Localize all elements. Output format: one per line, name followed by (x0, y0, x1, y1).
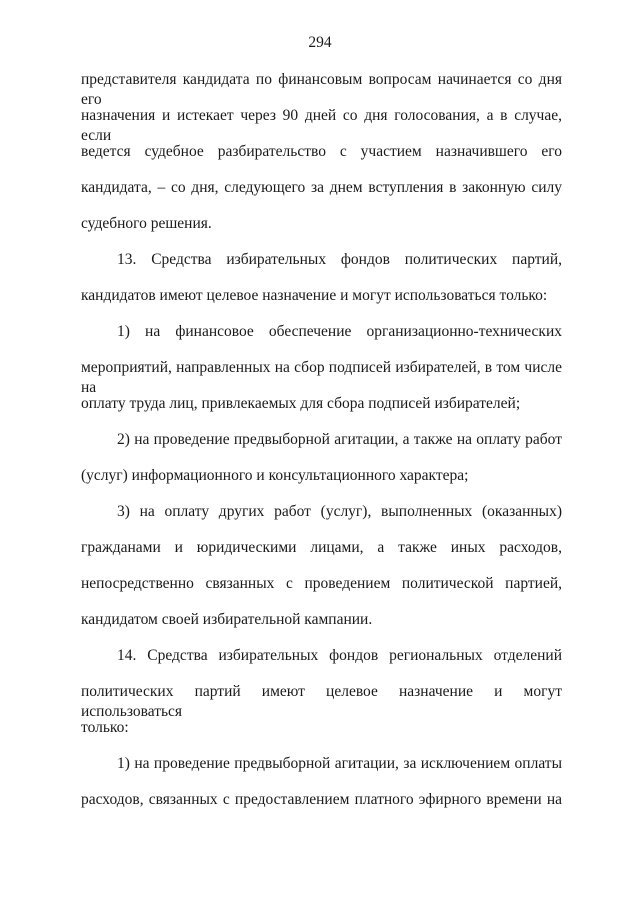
text-line: назначения и истекает через 90 дней со дня голосования, а в случае, если (81, 107, 562, 144)
text-line: политических партий имеют целевое назначение и могут использоваться (81, 683, 562, 720)
text-line: гражданами и юридическими лицами, а также иных расходов, (81, 539, 562, 556)
text-line: ведется судебное разбирательство с участием назначившего его (81, 143, 562, 160)
text-line: (услуг) информационного и консультационного характера; (81, 467, 469, 484)
text-line: кандидата, – со дня, следующего за днем вступления в законную силу (81, 179, 562, 196)
text-line: кандидатом своей избирательной кампании. (81, 611, 373, 628)
list-item-3-line: 3) на оплату других работ (услуг), выполненных (оказанных) (117, 503, 562, 520)
text-line: только: (81, 719, 129, 736)
text-line: непосредственно связанных с проведением политической партией, (81, 575, 562, 592)
text-line: кандидатов имеют целевое назначение и могут использоваться только: (81, 287, 548, 304)
text-line: оплату труда лиц, привлекаемых для сбора подписей избирателей; (81, 395, 521, 412)
paragraph-14-heading-line: 14. Средства избирательных фондов региональных отделений (117, 647, 562, 664)
list-item-1-line: 1) на финансовое обеспечение организационно-технических (117, 323, 562, 340)
list-item-1-line: 1) на проведение предвыборной агитации, за исключением оплаты (117, 755, 562, 772)
text-line: расходов, связанных с предоставлением платного эфирного времени на (81, 791, 562, 808)
text-line: мероприятий, направленных на сбор подписей избирателей, в том числе на (81, 359, 562, 396)
page-number: 294 (308, 34, 332, 51)
paragraph-13-heading-line: 13. Средства избирательных фондов политических партий, (117, 251, 562, 268)
text-line: представителя кандидата по финансовым вопросам начинается со дня его (81, 71, 562, 108)
text-line: судебного решения. (81, 215, 212, 232)
list-item-2-line: 2) на проведение предвыборной агитации, а также на оплату работ (117, 431, 562, 448)
